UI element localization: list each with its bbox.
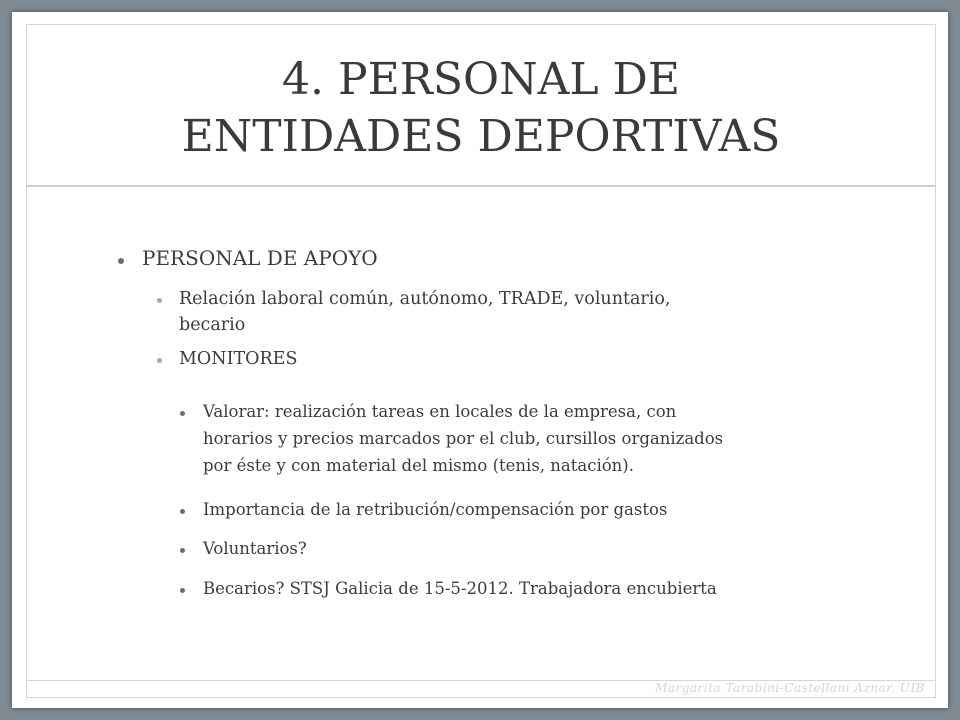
slide-title xyxy=(27,51,935,165)
bullet-level3: Voluntarios? xyxy=(203,539,307,558)
bullet-dot-icon xyxy=(180,548,185,553)
bullet-level1: PERSONAL DE APOYO xyxy=(142,246,378,270)
bullet-level3-line: Valorar: realización tareas en locales de la empresa, con xyxy=(203,402,677,421)
bullet-dot-icon xyxy=(118,258,124,264)
bullet-level3-line: horarios y precios marcados por el club, cursillos organizados xyxy=(203,429,724,448)
slide-inner xyxy=(26,24,936,698)
bullet-dot-icon xyxy=(180,411,185,416)
bullet-dot-icon xyxy=(157,358,162,363)
title-divider xyxy=(27,185,935,187)
bullet-dot-icon xyxy=(180,509,185,514)
bullet-level2-line: becario xyxy=(179,315,246,335)
bullet-level2-line: Relación laboral común, autónomo, TRADE, voluntario, xyxy=(179,289,671,309)
bullet-dot-icon xyxy=(180,588,185,593)
bullet-level3-line: por éste y con material del mismo (tenis, natación). xyxy=(203,456,634,475)
bullet-dot-icon xyxy=(157,298,162,303)
title-line-1: 4. PERSONAL DE xyxy=(282,54,680,105)
bullet-level3: Importancia de la retribución/compensación por gastos xyxy=(203,500,668,519)
title-line-2: ENTIDADES DEPORTIVAS xyxy=(181,111,781,162)
footer-author: Margarita Tarabini-Castellani Aznar. UIB xyxy=(655,681,925,695)
bullet-level2: MONITORES xyxy=(179,349,298,369)
bullet-level3: Becarios? STSJ Galicia de 15-5-2012. Trabajadora encubierta xyxy=(203,579,717,598)
slide-frame xyxy=(12,12,948,708)
title-area xyxy=(27,25,935,185)
